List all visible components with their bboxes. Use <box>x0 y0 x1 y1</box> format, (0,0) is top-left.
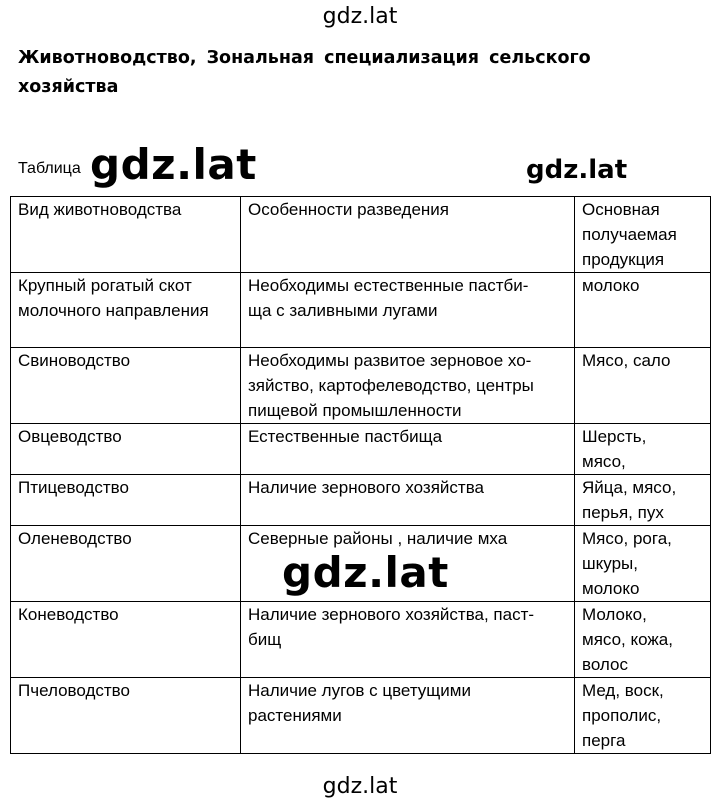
cell-line: Овцеводство <box>18 427 122 446</box>
cell-line: продукция <box>582 250 665 269</box>
cell-line: Наличие лугов с цветущими <box>248 681 471 700</box>
watermark-bottom: gdz.lat <box>322 774 398 799</box>
cell-line: молоко <box>582 579 640 598</box>
cell-line: Естественные пастбища <box>248 427 443 446</box>
table-caption: Таблица <box>18 160 81 177</box>
cell-line: Яйца, мясо, <box>582 478 677 497</box>
cell-line: перья, пух <box>582 503 664 522</box>
cell-line: мясо, кожа, <box>582 630 673 649</box>
table-cell-c3 <box>575 273 711 348</box>
cell-line: растениями <box>248 706 342 725</box>
table-cell-c1 <box>11 602 241 678</box>
cell-line: Молоко, <box>582 605 647 624</box>
cell-line: Необходимы развитое зерновое хо- <box>248 351 532 370</box>
table-header-row <box>11 197 711 273</box>
cell-line: Мясо, сало <box>582 351 671 370</box>
cell-line: волос <box>582 655 628 674</box>
table-cell-c1 <box>11 424 241 475</box>
cell-line: молоко <box>582 276 640 295</box>
watermark-top: gdz.lat <box>322 4 398 29</box>
table-cell-c3 <box>575 602 711 678</box>
cell-line: Крупный рогатый скот <box>18 276 192 295</box>
table-cell-c1 <box>11 273 241 348</box>
cell-line: молочного направления <box>18 301 209 320</box>
cell-line: Особенности разведения <box>248 200 450 219</box>
livestock-table <box>10 196 711 754</box>
cell-line: пищевой промышленности <box>248 401 462 420</box>
document-title: Животноводство, Зональная специализация сельского хозяйства <box>18 48 591 97</box>
table-cell-c1 <box>11 475 241 526</box>
table-cell-c2 <box>241 602 575 678</box>
watermark-large-left: gdz.lat <box>90 140 257 189</box>
cell-line: Вид животноводства <box>18 200 182 219</box>
cell-line: шкуры, <box>582 554 638 573</box>
cell-line: Наличие зернового хозяйства, паст- <box>248 605 535 624</box>
cell-line: Наличие зернового хозяйства <box>248 478 484 497</box>
table-cell-c3 <box>575 475 711 526</box>
table-row <box>11 475 711 526</box>
table-row <box>11 678 711 754</box>
cell-line: Свиноводство <box>18 351 131 370</box>
table-row <box>11 602 711 678</box>
table-cell-c2 <box>241 273 575 348</box>
table-cell-c2 <box>241 678 575 754</box>
cell-line: Мясо, рога, <box>582 529 672 548</box>
cell-line: Птицеводство <box>18 478 129 497</box>
table-cell-c3 <box>575 348 711 424</box>
cell-line: Коневодство <box>18 605 119 624</box>
watermark-large-center: gdz.lat <box>282 548 449 597</box>
table-cell-c2 <box>241 348 575 424</box>
cell-line: бищ <box>248 630 282 649</box>
cell-line: Необходимы естественные пастби- <box>248 276 529 295</box>
cell-line: Северные районы , наличие мха <box>248 529 508 548</box>
cell-line: мясо, <box>582 452 626 471</box>
table-row <box>11 273 711 348</box>
header-cell-type <box>11 197 241 273</box>
table-cell-c1 <box>11 678 241 754</box>
header-cell-features <box>241 197 575 273</box>
table-cell-c1 <box>11 348 241 424</box>
cell-line: Пчеловодство <box>18 681 130 700</box>
cell-line: перга <box>582 731 626 750</box>
table-row <box>11 424 711 475</box>
table-cell-c1 <box>11 526 241 602</box>
cell-line: ща с заливными лугами <box>248 301 438 320</box>
table-cell-c3 <box>575 424 711 475</box>
table-cell-c2 <box>241 475 575 526</box>
table-cell-c2 <box>241 424 575 475</box>
cell-line: получаемая <box>582 225 677 244</box>
cell-line: прополис, <box>582 706 662 725</box>
cell-line: Шерсть, <box>582 427 647 446</box>
table-cell-c3 <box>575 526 711 602</box>
cell-line: Основная <box>582 200 660 219</box>
table-row <box>11 348 711 424</box>
cell-line: Мед, воск, <box>582 681 664 700</box>
table-cell-c3 <box>575 678 711 754</box>
cell-line: зяйство, картофелеводство, центры <box>248 376 534 395</box>
header-cell-products <box>575 197 711 273</box>
watermark-large-right: gdz.lat <box>526 155 628 185</box>
cell-line: Оленеводство <box>18 529 132 548</box>
